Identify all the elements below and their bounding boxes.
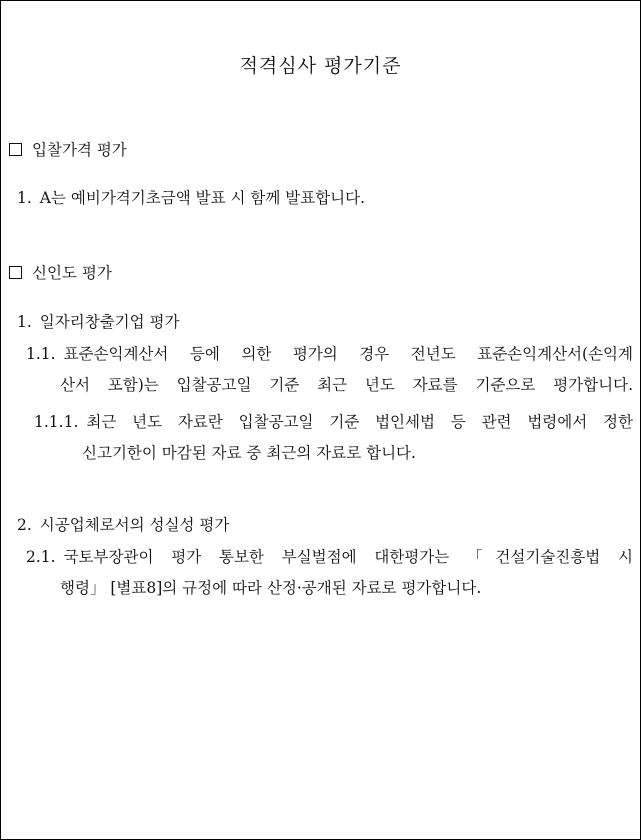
item-text: 일자리창출기업 평가: [39, 313, 180, 331]
section-heading-bid-price: [9, 138, 127, 160]
item-number: 1.: [17, 189, 32, 207]
item-text: A는 예비가격기초금액 발표 시 함께 발표합니다.: [39, 189, 366, 207]
document-title: 적격심사 평가기준: [239, 55, 402, 77]
item-text-line2: 행령」 [별표8]의 규정에 따라 산정·공개된 자료로 평가합니다.: [60, 579, 482, 597]
checkbox-icon: [9, 266, 22, 279]
section-heading-label: 신인도 평가: [32, 264, 112, 282]
item-number: 2.: [17, 516, 32, 534]
item-number: 1.: [17, 313, 32, 331]
item-text-line1: 표준손익계산서 등에 의한 평가의 경우 전년도 표준손익계산서(손익계: [63, 345, 633, 363]
section-heading-label: 입찰가격 평가: [32, 141, 127, 159]
item-text-line1: 국토부장관이 평가 통보한 부실벌점에 대한평가는 「건설기술진흥법 시: [63, 548, 633, 566]
item-number: 1.1.1.: [34, 413, 79, 431]
subitem-2-1: [26, 542, 633, 604]
subitem-1-1: [26, 339, 633, 401]
item-number: 1.1.: [26, 345, 56, 363]
item-text-line1: 최근 년도 자료란 입찰공고일 기준 법인세법 등 관련 법령에서 정한: [86, 413, 633, 431]
item-text: 시공업체로서의 성실성 평가: [39, 516, 230, 534]
list-item: [17, 513, 229, 535]
item-text-line2: 신고기한이 마감된 자료 중 최근의 자료로 합니다.: [82, 444, 416, 462]
section-heading-credibility: [9, 261, 112, 283]
item-number: 2.1.: [26, 548, 56, 566]
list-item: [17, 310, 179, 332]
subitem-1-1-1: [34, 407, 633, 469]
item-text-line2: 산서 포함)는 입찰공고일 기준 최근 년도 자료를 기준으로 평가합니다.: [60, 376, 633, 394]
list-item: [17, 186, 365, 208]
checkbox-icon: [9, 143, 22, 156]
